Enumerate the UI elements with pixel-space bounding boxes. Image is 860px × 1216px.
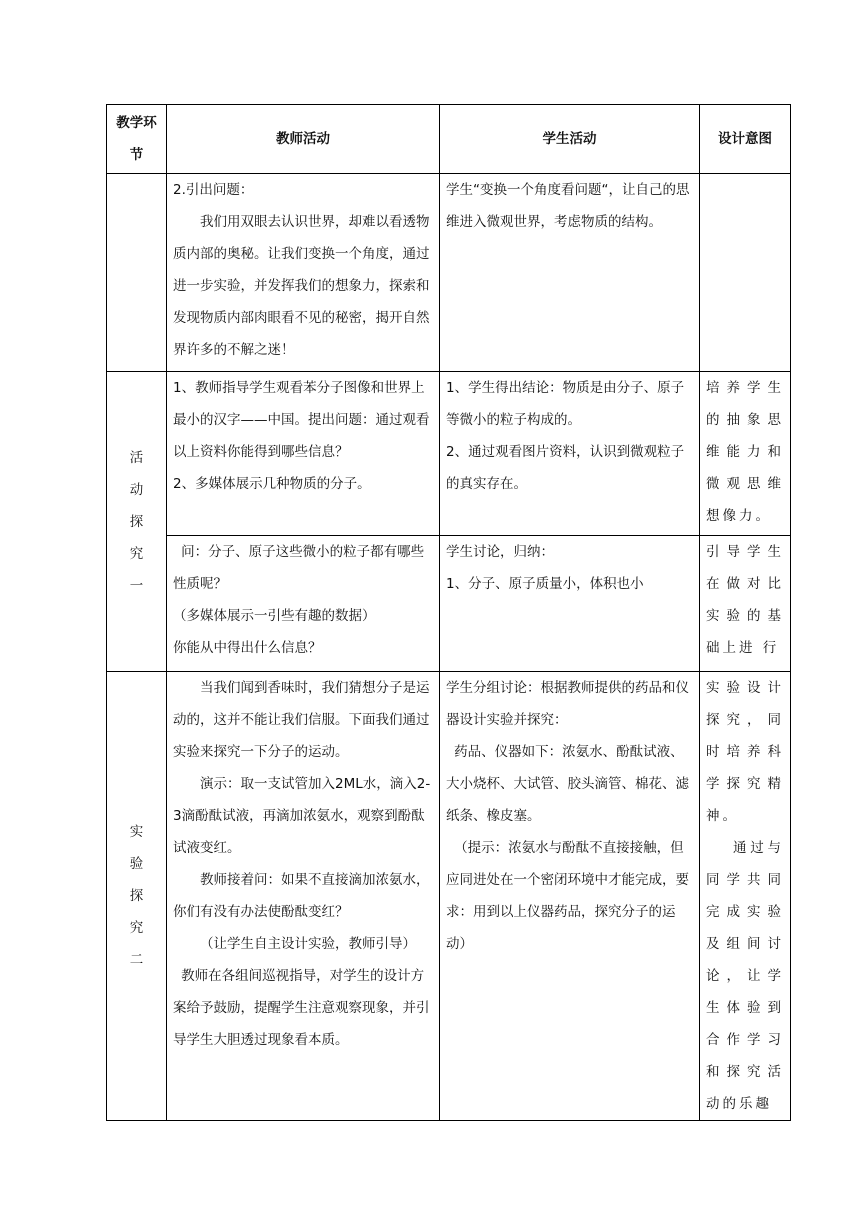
stage-char: 动 <box>129 481 144 498</box>
stage-char: 究 <box>129 920 144 936</box>
row-intro <box>107 174 791 372</box>
student-activity-cell <box>440 672 700 1121</box>
stage-char: 实 <box>129 824 144 840</box>
teacher-activity-cell <box>167 672 440 1121</box>
design-intent-cell <box>700 536 791 672</box>
teacher-text: 演示：取一支试管加入2ML水，滴入2-3滴酚酞试液，再滴加浓氨水，观察到酚酞试液变红。 <box>173 776 431 856</box>
teacher-text: 教师在各组间巡视指导，对学生的设计方案给予鼓励，提醒学生注意观察现象，并引导学生大胆透过现象看本质。 <box>173 968 430 1048</box>
stage-char: 二 <box>129 952 144 968</box>
student-text: 1、学生得出结论：物质是由分子、原子等微小的粒子构成的。 <box>446 380 685 428</box>
header-student-activity: 学生活动 <box>440 105 700 174</box>
stage-char: 一 <box>129 577 144 594</box>
design-intent-cell <box>700 372 791 536</box>
stage-cell-empty <box>107 174 167 372</box>
stage-char: 验 <box>129 856 144 872</box>
student-text: 药品、仪器如下：浓氨水、酚酞试液、大小烧杯、大试管、胶头滴管、棉花、滤纸条、橡皮塞。 <box>446 744 689 824</box>
teacher-text: 2、多媒体展示几种物质的分子。 <box>173 476 371 492</box>
teacher-text: 1、教师指导学生观看苯分子图像和世界上最小的汉字——中国。提出问题：通过观看以上资料你能得到哪些信息？ <box>173 380 430 460</box>
stage-char: 探 <box>129 513 144 530</box>
stage-label-activity-1 <box>107 372 167 672</box>
student-activity-cell <box>440 536 700 672</box>
design-intent-cell <box>700 672 791 1121</box>
student-activity-cell <box>440 174 700 372</box>
student-text: 2、通过观看图片资料，认识到微观粒子的真实存在。 <box>446 444 685 492</box>
header-design-intent: 设计意图 <box>700 105 791 174</box>
student-text: 学生“变换一个角度看问题“，让自己的思维进入微观世界，考虑物质的结构。 <box>446 182 690 230</box>
intent-text: 通过与同学共同完成实验及组间讨论，让学生体验到合作学习和探究活动的乐趣 <box>706 840 784 1112</box>
student-text: 学生讨论，归纳： <box>446 544 554 560</box>
teacher-text: 问：分子、原子这些微小的粒子都有哪些性质呢？ <box>173 544 425 592</box>
student-activity-cell <box>440 372 700 536</box>
row-section1-b <box>107 536 791 672</box>
teacher-activity-cell <box>167 536 440 672</box>
teacher-activity-cell <box>167 174 440 372</box>
lesson-plan-table <box>106 104 791 1121</box>
teacher-text: 当我们闻到香味时，我们猜想分子是运动的，这并不能让我们信服。下面我们通过实验来探究一下分子的运动。 <box>173 680 430 760</box>
intent-text: 引导学生在做对比实验的基础上进 行 <box>706 544 784 656</box>
teacher-text: 2.引出问题： <box>173 182 254 198</box>
design-intent-cell <box>700 174 791 372</box>
teacher-text: 我们用双眼去认识世界，却难以看透物质内部的奥秘。让我们变换一个角度，通过进一步实验，并发挥我们的想象力，探索和发现物质内部肉眼看不见的秘密，揭开自然界许多的不解之迷！ <box>173 214 430 358</box>
header-row <box>107 105 791 174</box>
teacher-text: 教师接着问：如果不直接滴加浓氨水，你们有没有办法使酚酞变红？ <box>173 872 430 920</box>
teacher-text: （让学生自主设计实验，教师引导） <box>200 936 416 952</box>
intent-text: 实验设计探究，同时培养科学探究精神。 <box>706 680 784 824</box>
row-section1-a <box>107 372 791 536</box>
row-section2 <box>107 672 791 1121</box>
teacher-activity-cell <box>167 372 440 536</box>
stage-label-experiment-2 <box>107 672 167 1121</box>
stage-char: 究 <box>129 545 144 562</box>
header-teacher-activity: 教师活动 <box>167 105 440 174</box>
stage-char: 活 <box>129 449 144 466</box>
teacher-text: （多媒体展示一引些有趣的数据） <box>173 608 376 624</box>
stage-char: 探 <box>129 888 144 904</box>
header-teaching-stage: 教学环节 <box>107 105 167 174</box>
intent-text: 培养学生的抽象思维能力和微观思维想像力。 <box>706 380 784 524</box>
student-text: 1、分子、原子质量小，体积也小 <box>446 576 644 592</box>
teacher-text: 你能从中得出什么信息？ <box>173 640 322 656</box>
student-text: （提示：浓氨水与酚酞不直接接触，但应同进处在一个密闭环境中才能完成，要求：用到以上仪器药品，探究分子的运动） <box>446 840 689 952</box>
student-text: 学生分组讨论：根据教师提供的药品和仪器设计实验并探究： <box>446 680 689 728</box>
